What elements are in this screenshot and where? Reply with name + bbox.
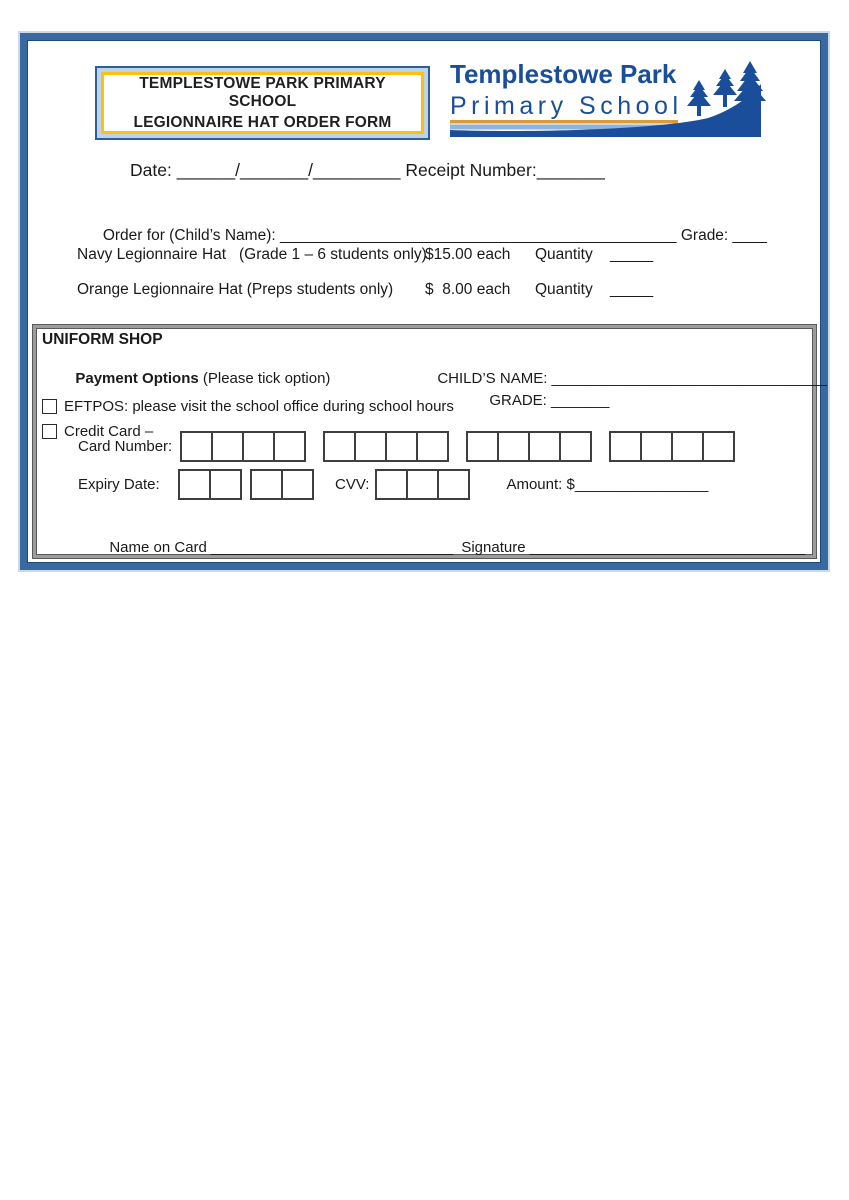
cvv-boxes	[375, 469, 470, 500]
card-number-cell[interactable]	[702, 431, 735, 462]
form-title	[101, 72, 424, 134]
card-number-label: Card Number:	[78, 438, 173, 455]
pine-tree-icon	[713, 69, 737, 107]
payment-options-note: (Please tick option)	[198, 370, 331, 387]
hat-order-rows	[77, 246, 653, 299]
card-number-cell[interactable]	[323, 431, 356, 462]
grade-blank: ____	[732, 227, 768, 244]
hat-row-label: Orange Legionnaire Hat (Preps students only)	[77, 281, 394, 298]
signature-blank: _________________________________	[529, 539, 806, 556]
card-number-cell[interactable]	[273, 431, 306, 462]
cvv-cell[interactable]	[406, 469, 439, 500]
expiry-cell[interactable]	[209, 469, 242, 500]
hat-row-price: $15.00 each	[425, 246, 511, 263]
expiry-cell[interactable]	[281, 469, 314, 500]
logo-text-line1: Templestowe Park	[450, 59, 677, 89]
grade-line	[456, 375, 609, 426]
quantity-label: Quantity	[535, 281, 593, 298]
card-number-cell[interactable]	[211, 431, 244, 462]
form-border-frame	[20, 33, 828, 570]
card-number-cell[interactable]	[609, 431, 642, 462]
child-name-blank: ______________________________________________	[280, 227, 677, 244]
logo-stripe-orange-icon	[450, 120, 678, 124]
card-number-cell[interactable]	[671, 431, 704, 462]
name-on-card-blank: _____________________________	[211, 539, 453, 556]
card-number-row	[78, 431, 735, 462]
card-number-cell[interactable]	[497, 431, 530, 462]
uniform-shop-heading: UNIFORM SHOP	[42, 331, 163, 348]
card-number-cell[interactable]	[416, 431, 449, 462]
hat-row-label: Navy Legionnaire Hat (Grade 1 – 6 students only)	[77, 246, 427, 263]
card-number-group	[466, 431, 592, 462]
form-title-box	[95, 66, 430, 140]
card-number-group	[609, 431, 735, 462]
expiry-month-boxes	[178, 469, 242, 500]
expiry-year-boxes	[250, 469, 314, 500]
cvv-cell[interactable]	[375, 469, 408, 500]
card-number-cell[interactable]	[528, 431, 561, 462]
name-signature-row	[76, 522, 805, 573]
name-on-card-label: Name on Card	[109, 539, 212, 556]
card-number-cell[interactable]	[466, 431, 499, 462]
expiry-date-label: Expiry Date:	[78, 476, 160, 493]
signature-label: Signature	[453, 539, 530, 556]
grade-label: Grade:	[676, 227, 733, 244]
school-logo	[448, 58, 766, 142]
uniform-shop-box	[33, 325, 827, 558]
card-number-cell[interactable]	[242, 431, 275, 462]
card-number-cell[interactable]	[354, 431, 387, 462]
school-logo-graphic	[448, 58, 766, 142]
amount-label: Amount: $	[506, 476, 575, 493]
quantity-label: Quantity	[535, 246, 593, 263]
card-number-group	[323, 431, 449, 462]
form-title-line2: LEGIONNAIRE HAT ORDER FORM	[133, 113, 392, 131]
payment-options-line	[42, 353, 330, 404]
eftpos-option-row	[42, 398, 454, 415]
credit-card-option-label: Credit Card –	[64, 423, 154, 440]
grade-blank: _______	[551, 392, 610, 409]
expiry-cvv-amount-row	[78, 469, 708, 500]
card-number-cell[interactable]	[559, 431, 592, 462]
grade-label: GRADE:	[489, 392, 552, 409]
eftpos-option-label: EFTPOS: please visit the school office during school hours	[64, 398, 454, 415]
cvv-cell[interactable]	[437, 469, 470, 500]
order-for-label: Order for (Child’s Name):	[102, 227, 280, 244]
childs-name-label: CHILD’S NAME:	[437, 370, 552, 387]
credit-card-checkbox[interactable]	[42, 424, 57, 439]
card-number-boxes	[180, 431, 735, 462]
logo-text-line2: Primary School	[450, 92, 683, 120]
card-number-cell[interactable]	[640, 431, 673, 462]
pine-tree-icon	[687, 80, 711, 116]
quantity-blank: _____	[610, 246, 654, 263]
expiry-cell[interactable]	[250, 469, 283, 500]
date-receipt-line: Date: ______/_______/_________ Receipt Number:_______	[130, 160, 605, 180]
card-number-group	[180, 431, 306, 462]
childs-name-blank: _________________________________	[551, 370, 827, 387]
eftpos-checkbox[interactable]	[42, 399, 57, 414]
quantity-blank: _____	[610, 281, 654, 298]
amount-line	[506, 476, 708, 493]
hat-row-price: $ 8.00 each	[425, 281, 511, 298]
form-title-line1: TEMPLESTOWE PARK PRIMARY SCHOOL	[139, 74, 386, 110]
card-number-cell[interactable]	[385, 431, 418, 462]
card-number-cell[interactable]	[180, 431, 213, 462]
cvv-label: CVV:	[335, 476, 370, 493]
expiry-cell[interactable]	[178, 469, 211, 500]
payment-options-label: Payment Options	[75, 370, 199, 387]
amount-blank: ________________	[574, 476, 709, 493]
